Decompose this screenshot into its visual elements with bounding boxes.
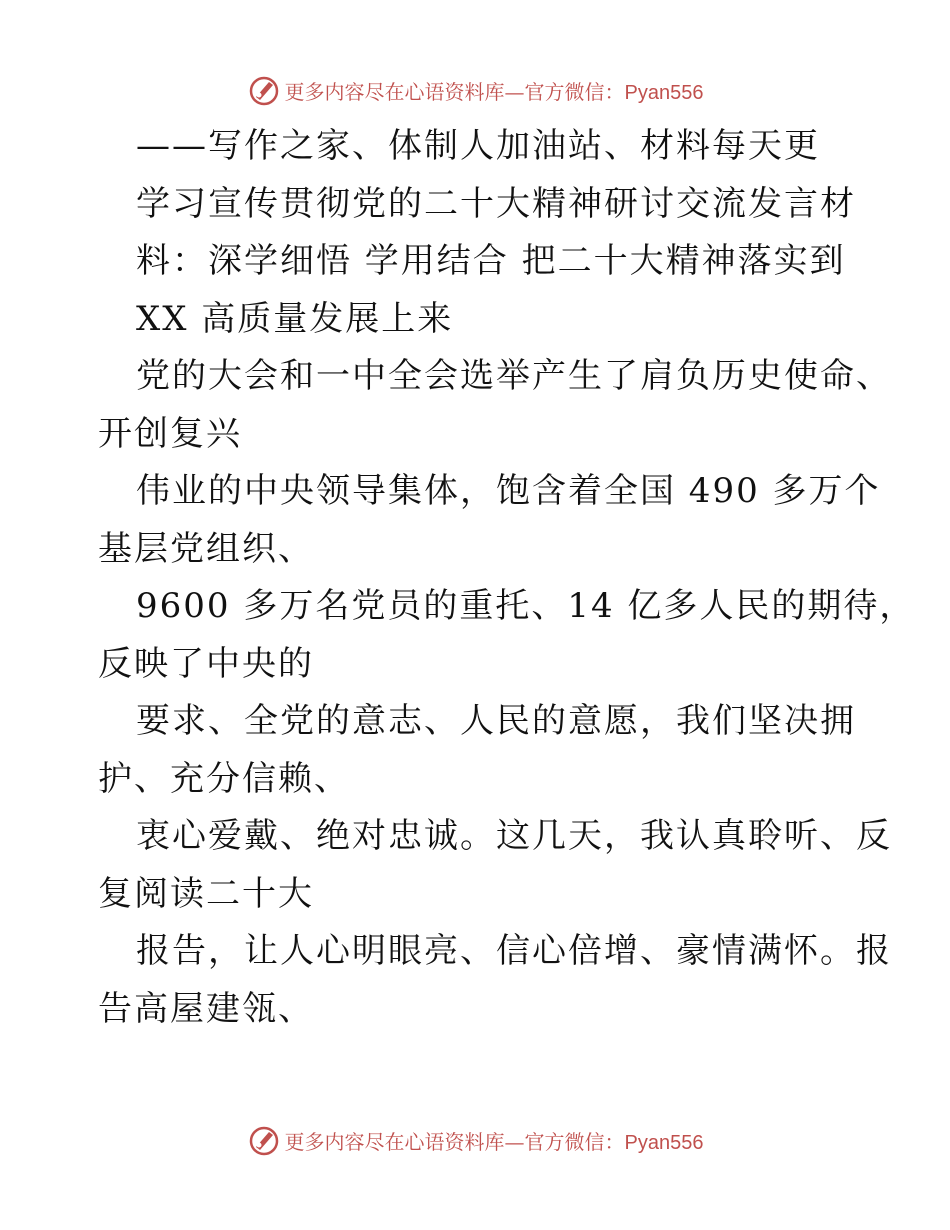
- document-body: [98, 118, 916, 1038]
- footer-watermark: [0, 1120, 950, 1160]
- watermark-dash: —: [504, 79, 525, 104]
- watermark-text: [285, 76, 704, 105]
- text-line: 9600 多万名党员的重托、14 亿多人民的期待，: [136, 586, 916, 626]
- pen-logo-icon: [247, 1123, 281, 1157]
- watermark-dash: —: [504, 1129, 525, 1154]
- watermark-text: [285, 1126, 704, 1155]
- text-line: 党的大会和一中全会选举产生了肩负历史使命、: [136, 356, 892, 396]
- text-line: XX 高质量发展上来: [136, 298, 454, 339]
- text-line: 复阅读二十大: [98, 873, 314, 914]
- watermark-wechat-id: Pyan556: [624, 81, 704, 104]
- text-line: 告高屋建瓴、: [98, 988, 314, 1029]
- text-line: 开创复兴: [98, 413, 242, 454]
- text-line: 衷心爱戴、绝对忠诚。这几天，我认真聆听、反: [136, 816, 892, 856]
- header-watermark: [0, 70, 950, 110]
- watermark-wechat-label: 官方微信：: [524, 1129, 625, 1154]
- watermark-wechat-label: 官方微信：: [524, 79, 625, 104]
- text-line: 反映了中央的: [98, 643, 314, 684]
- text-line: 要求、全党的意志、人民的意愿，我们坚决拥: [136, 701, 856, 741]
- text-line: 料：深学细悟 学用结合 把二十大精神落实到: [136, 241, 846, 281]
- watermark-wechat-id: Pyan556: [624, 1131, 704, 1154]
- text-line: 基层党组织、: [98, 528, 314, 569]
- watermark-site: 更多内容尽在心语资料库: [284, 79, 505, 104]
- text-line: 报告，让人心明眼亮、信心倍增、豪情满怀。报: [136, 931, 892, 971]
- text-line: 护、充分信赖、: [98, 758, 350, 799]
- text-line: 学习宣传贯彻党的二十大精神研讨交流发言材: [136, 183, 856, 224]
- pen-logo-icon: [247, 73, 281, 107]
- text-line: 伟业的中央领导集体，饱含着全国 490 多万个: [136, 471, 881, 511]
- text-line: ——写作之家、体制人加油站、材料每天更: [136, 126, 820, 166]
- watermark-site: 更多内容尽在心语资料库: [284, 1129, 505, 1154]
